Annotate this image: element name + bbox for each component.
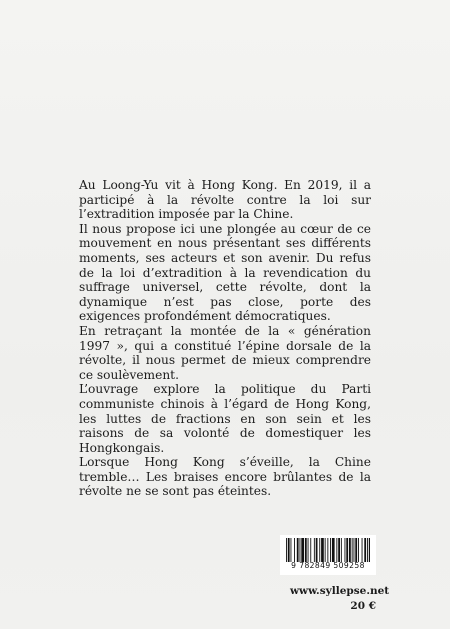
blurb-paragraph-overview: Il nous propose ici une plongée au cœur de ce mouvement en nous présentant ses différents moments, ses acteurs et son avenir. Du refus de la loi d’extradition à la revendication du suffrage universel, cette révolte, dont la dynamique n’est pas close, porte des exigences profondément démocratiques. bbox=[79, 221, 371, 324]
barcode-bar bbox=[327, 538, 328, 562]
isbn-number: 9 782849 509258 bbox=[291, 561, 365, 570]
barcode-bar bbox=[286, 538, 287, 562]
barcode-bar bbox=[314, 538, 315, 562]
barcode-bar bbox=[338, 538, 340, 562]
barcode-bar bbox=[325, 538, 326, 562]
barcode-bar bbox=[349, 538, 351, 562]
barcode-bar bbox=[308, 538, 309, 562]
barcode-bar bbox=[352, 538, 353, 562]
publisher-website: www.syllepse.net bbox=[290, 585, 390, 597]
barcode-bar bbox=[346, 538, 348, 562]
blurb-paragraph-closing: Lorsque Hong Kong s’éveille, la Chine tremble… Les braises encore brûlantes de la révolte ne se sont pas éteintes. bbox=[79, 455, 371, 499]
blurb-paragraph-party: L’ouvrage explore la politique du Parti communiste chinois à l’égard de Hong Kong, les luttes de fractions en son sein et les raisons de sa volonté de domestiquer les Hongkongais. bbox=[79, 382, 371, 455]
barcode-bar bbox=[332, 538, 335, 562]
blurb-paragraph-author: Au Loong-Yu vit à Hong Kong. En 2019, il a participé à la révolte contre la loi sur l’extradition imposée par la Chine. bbox=[79, 178, 371, 222]
blurb-text bbox=[79, 178, 371, 499]
barcode-bar bbox=[297, 538, 299, 562]
barcode-bar bbox=[358, 538, 359, 562]
barcode-bar bbox=[355, 538, 357, 562]
barcode-bar bbox=[336, 538, 337, 562]
barcode-bar bbox=[362, 538, 363, 562]
barcode-bar bbox=[354, 538, 355, 562]
barcode-icon bbox=[286, 538, 370, 562]
barcode-bar bbox=[319, 538, 320, 562]
barcode-bar bbox=[300, 538, 301, 562]
barcode-bar bbox=[321, 538, 324, 562]
barcode-bar bbox=[367, 538, 368, 562]
barcode-bar bbox=[345, 538, 346, 562]
price: 20 € bbox=[350, 600, 376, 612]
blurb-paragraph-generation: En retraçant la montée de la « génération 1997 », qui a constitué l’épine dorsale de la révolte, il nous permet de mieux comprendre ce soulèvement. bbox=[79, 323, 371, 382]
barcode-bar bbox=[369, 538, 370, 562]
barcode-bar bbox=[330, 538, 331, 562]
barcode-bar bbox=[294, 538, 295, 562]
barcode-bar bbox=[341, 538, 342, 562]
barcode-bar bbox=[316, 538, 318, 562]
barcode-bar bbox=[288, 538, 290, 562]
barcode-bar bbox=[301, 538, 304, 562]
barcode-bar bbox=[305, 538, 307, 562]
barcode-bar bbox=[291, 538, 292, 562]
barcode-bar bbox=[310, 538, 311, 562]
barcode-bar bbox=[364, 538, 366, 562]
